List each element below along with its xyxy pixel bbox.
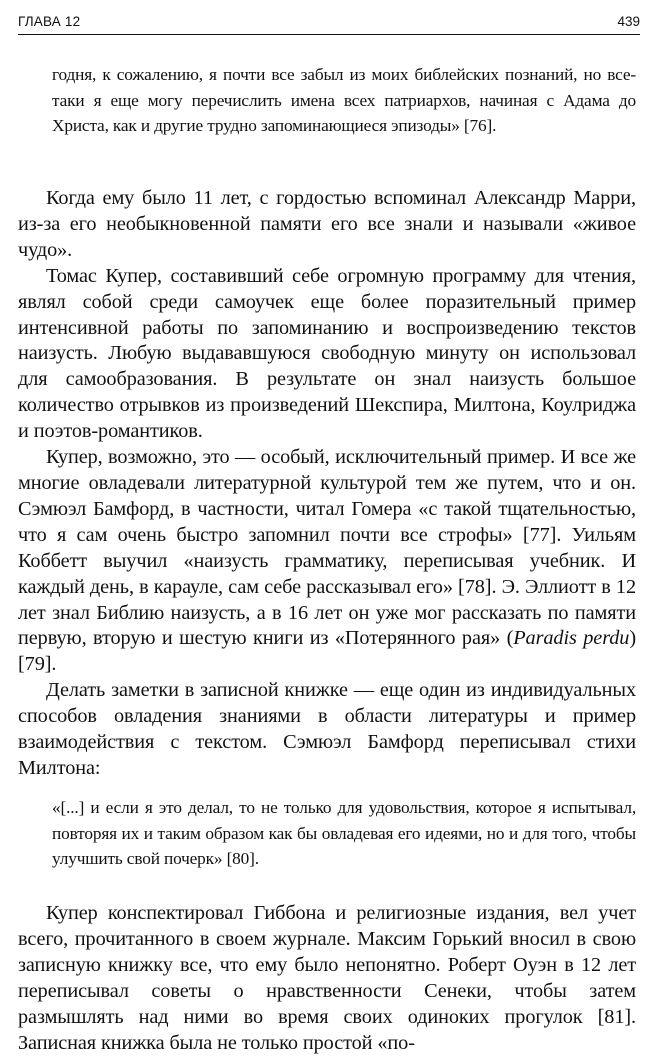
running-head: [18, 12, 640, 35]
paragraph-2: Томас Купер, составивший себе огромную программу для чтения, являл собой среди самоучек еще более поразительный пример интенсивной работы по запоминанию и воспроизведению текстов наизусть. Любую выдававшуюся свободную минуту он использовал для самообразования. В результате он знал наизусть большое количество отрывков из произведений Шекспира, Милтона, Коулриджа и поэтов-романтиков.: [18, 264, 636, 443]
paragraph-4: Делать заметки в записной книжке — еще один из индивидуальных способов овладения знаниями в области литературы и пример взаимодействия с текстом. Сэмюэл Бамфорд переписывал стихи Милтона:: [18, 679, 636, 779]
body-section-2: [18, 901, 636, 1056]
quote-paragraph: годня, к сожалению, я почти все забыл из моих библейских познаний, но все-таки я еще могу перечислить имена всех патриархов, начиная с Адама до Христа, как и другие трудно запоминающиеся эпизоды» [76].: [52, 65, 636, 136]
paragraph-3-italic-title: Paradis perdu: [513, 627, 630, 650]
paragraph-3-tail: ) [79].: [18, 627, 636, 676]
paragraph-1: Когда ему было 11 лет, с гордостью вспоминал Александр Марри, из-за его необыкновенной памяти его все знали и называли «живое чудо».: [18, 187, 636, 261]
body-section-1: [18, 186, 636, 782]
paragraph-3: [18, 445, 636, 678]
chapter-title: ГЛАВА 12: [18, 14, 81, 29]
paragraph-3-text: Купер, возможно, это — особый, исключительный пример. И все же многие овладевали литературной культурой тем же путем, что и он. Сэмюэл Бамфорд, в частности, читал Гомера «с такой тщательностью, что я сам очень быстро запомнил почти все строфы» [77]. Уильям Коббетт выучил «наизусть грамматику, переписывая учебник. И каждый день, в карауле, сам себе рассказывал его» [78]. Э. Эллиотт в 12 лет знал Библию наизусть, а в 16 лет он уже мог рассказать по памяти первую, вторую и шестую книги из «Потерянного рая» (: [18, 446, 636, 650]
quote-paragraph: «[...] и если я это делал, то не только для удовольствия, которое я испытывал, повторяя их и таким образом как бы овладевая его идеями, но и для того, чтобы улучшить свой почерк» [80].: [52, 798, 636, 869]
block-quote-middle: [52, 795, 636, 872]
page-number: 439: [617, 14, 640, 29]
block-quote-top: [52, 62, 636, 139]
paragraph-5: Купер конспектировал Гиббона и религиозные издания, вел учет всего, прочитанного в своем журнале. Максим Горький вносил в свою записную книжку все, что ему было непонятно. Роберт Оуэн в 12 лет переписывал советы о нравственности Сенеки, чтобы затем размышлять над ними во время своих одиноких прогулок [81]. Записная книжка была не только простой «по-: [18, 902, 636, 1054]
